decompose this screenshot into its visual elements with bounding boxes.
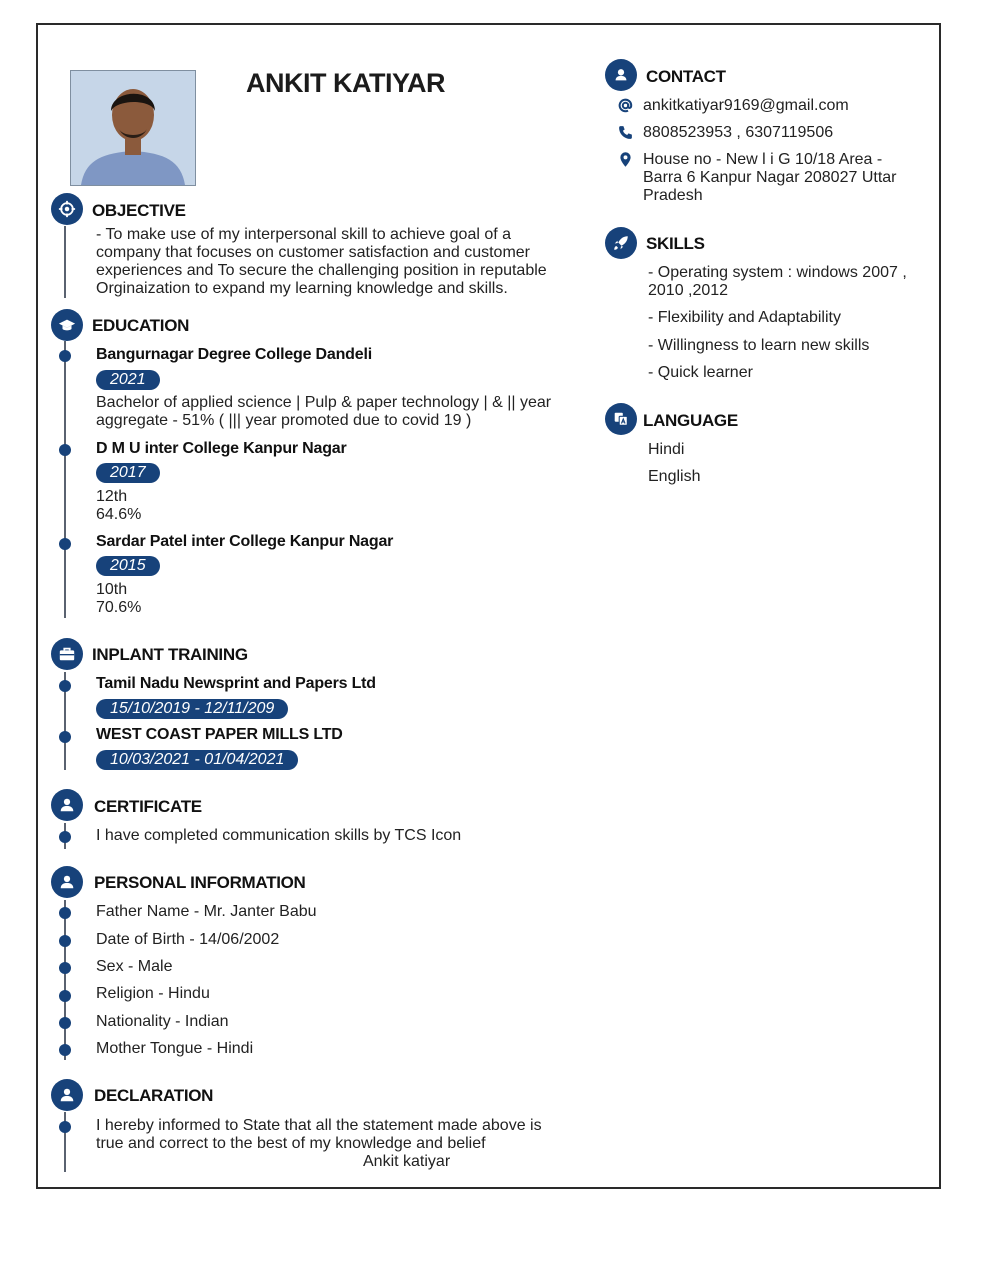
personal-item: Mother Tongue - Hindi: [96, 1040, 254, 1057]
contact-address-line: House no - New l i G 10/18 Area -: [643, 151, 883, 168]
education-detail: aggregate - 51% ( ||| year promoted due to covid 19 ): [96, 412, 472, 429]
declaration-section-icon: [51, 1079, 83, 1111]
user-group-icon: [58, 796, 76, 814]
personal-item: Nationality - Indian: [96, 1013, 229, 1030]
timeline-dot: [59, 444, 71, 456]
declaration-line: true and correct to the best of my knowledge and belief: [96, 1135, 486, 1152]
education-detail: 12th: [96, 488, 128, 505]
education-heading: EDUCATION: [92, 316, 190, 335]
language-heading: LANGUAGE: [643, 411, 738, 430]
timeline-dot: [59, 350, 71, 362]
user-group-icon: [58, 873, 76, 891]
timeline-dot: [59, 962, 71, 974]
training-company: Tamil Nadu Newsprint and Papers Ltd: [96, 675, 376, 692]
personal-timeline-line: [64, 900, 66, 1060]
certificate-section-icon: [51, 789, 83, 821]
skill-item: - Willingness to learn new skills: [648, 337, 870, 354]
email-icon: [615, 95, 635, 115]
skill-item: - Quick learner: [648, 364, 753, 381]
skill-item: - Flexibility and Adaptability: [648, 309, 841, 326]
personal-heading: PERSONAL INFORMATION: [94, 873, 306, 892]
education-year-badge: 2021: [96, 370, 160, 390]
training-dates-badge: 15/10/2019 - 12/11/209: [96, 699, 288, 719]
language-item: English: [648, 468, 701, 485]
timeline-dot: [59, 935, 71, 947]
contact-address-line: Pradesh: [643, 187, 703, 204]
declaration-signature: Ankit katiyar: [363, 1153, 451, 1170]
translate-icon: [612, 410, 630, 428]
objective-section-icon: [51, 193, 83, 225]
objective-heading: OBJECTIVE: [92, 201, 186, 220]
profile-photo: [70, 70, 196, 186]
objective-line: Orginaization to expand my learning knowledge and skills.: [96, 280, 508, 297]
rocket-icon: [612, 234, 630, 252]
training-heading: INPLANT TRAINING: [92, 645, 248, 664]
personal-item: Date of Birth - 14/06/2002: [96, 931, 280, 948]
contact-section-icon: [605, 59, 637, 91]
timeline-dot: [59, 1121, 71, 1133]
contact-email[interactable]: ankitkatiyar9169@gmail.com: [643, 97, 849, 114]
phone-icon: [615, 122, 635, 142]
timeline-dot: [59, 1017, 71, 1029]
personal-item: Sex - Male: [96, 958, 173, 975]
education-detail: 64.6%: [96, 506, 142, 523]
timeline-dot: [59, 907, 71, 919]
education-school: D M U inter College Kanpur Nagar: [96, 440, 347, 457]
timeline-dot: [59, 538, 71, 550]
training-dates-badge: 10/03/2021 - 01/04/2021: [96, 750, 298, 770]
user-icon: [612, 66, 630, 84]
skills-section-icon: [605, 227, 637, 259]
training-section-icon: [51, 638, 83, 670]
declaration-heading: DECLARATION: [94, 1086, 214, 1105]
education-year-badge: 2015: [96, 556, 160, 576]
education-school: Bangurnagar Degree College Dandeli: [96, 346, 372, 363]
certificate-heading: CERTIFICATE: [94, 797, 202, 816]
contact-address-line: Barra 6 Kanpur Nagar 208027 Uttar: [643, 169, 897, 186]
education-section-icon: [51, 309, 83, 341]
timeline-dot: [59, 831, 71, 843]
skill-item: - Operating system : windows 2007 ,: [648, 264, 907, 281]
graduation-cap-icon: [58, 316, 76, 334]
objective-timeline-line: [64, 226, 66, 298]
education-detail: Bachelor of applied science | Pulp & paper technology | & || year: [96, 394, 552, 411]
personal-item: Religion - Hindu: [96, 985, 210, 1002]
contact-phone: 8808523953 , 6307119506: [643, 124, 834, 141]
timeline-dot: [59, 990, 71, 1002]
education-year-badge: 2017: [96, 463, 160, 483]
timeline-dot: [59, 680, 71, 692]
briefcase-icon: [58, 645, 76, 663]
personal-section-icon: [51, 866, 83, 898]
contact-heading: CONTACT: [646, 67, 726, 86]
candidate-name: ANKIT KATIYAR: [246, 68, 446, 98]
target-icon: [58, 200, 76, 218]
location-pin-icon: [615, 149, 635, 169]
education-detail: 10th: [96, 581, 128, 598]
objective-line: - To make use of my interpersonal skill to achieve goal of a: [96, 226, 512, 243]
language-item: Hindi: [648, 441, 685, 458]
certificate-text: I have completed communication skills by TCS Icon: [96, 827, 462, 844]
personal-item: Father Name - Mr. Janter Babu: [96, 903, 317, 920]
declaration-line: I hereby informed to State that all the statement made above is: [96, 1117, 542, 1134]
timeline-dot: [59, 731, 71, 743]
user-group-icon: [58, 1086, 76, 1104]
timeline-dot: [59, 1044, 71, 1056]
objective-line: company that focuses on customer satisfaction and customer: [96, 244, 530, 261]
objective-line: experiences and To secure the challenging position in reputable: [96, 262, 547, 279]
education-school: Sardar Patel inter College Kanpur Nagar: [96, 533, 394, 550]
education-timeline-line: [64, 341, 66, 618]
skill-item: 2010 ,2012: [648, 282, 729, 299]
language-section-icon: [605, 403, 637, 435]
skills-heading: SKILLS: [646, 234, 705, 253]
education-detail: 70.6%: [96, 599, 142, 616]
training-company: WEST COAST PAPER MILLS LTD: [96, 726, 343, 743]
